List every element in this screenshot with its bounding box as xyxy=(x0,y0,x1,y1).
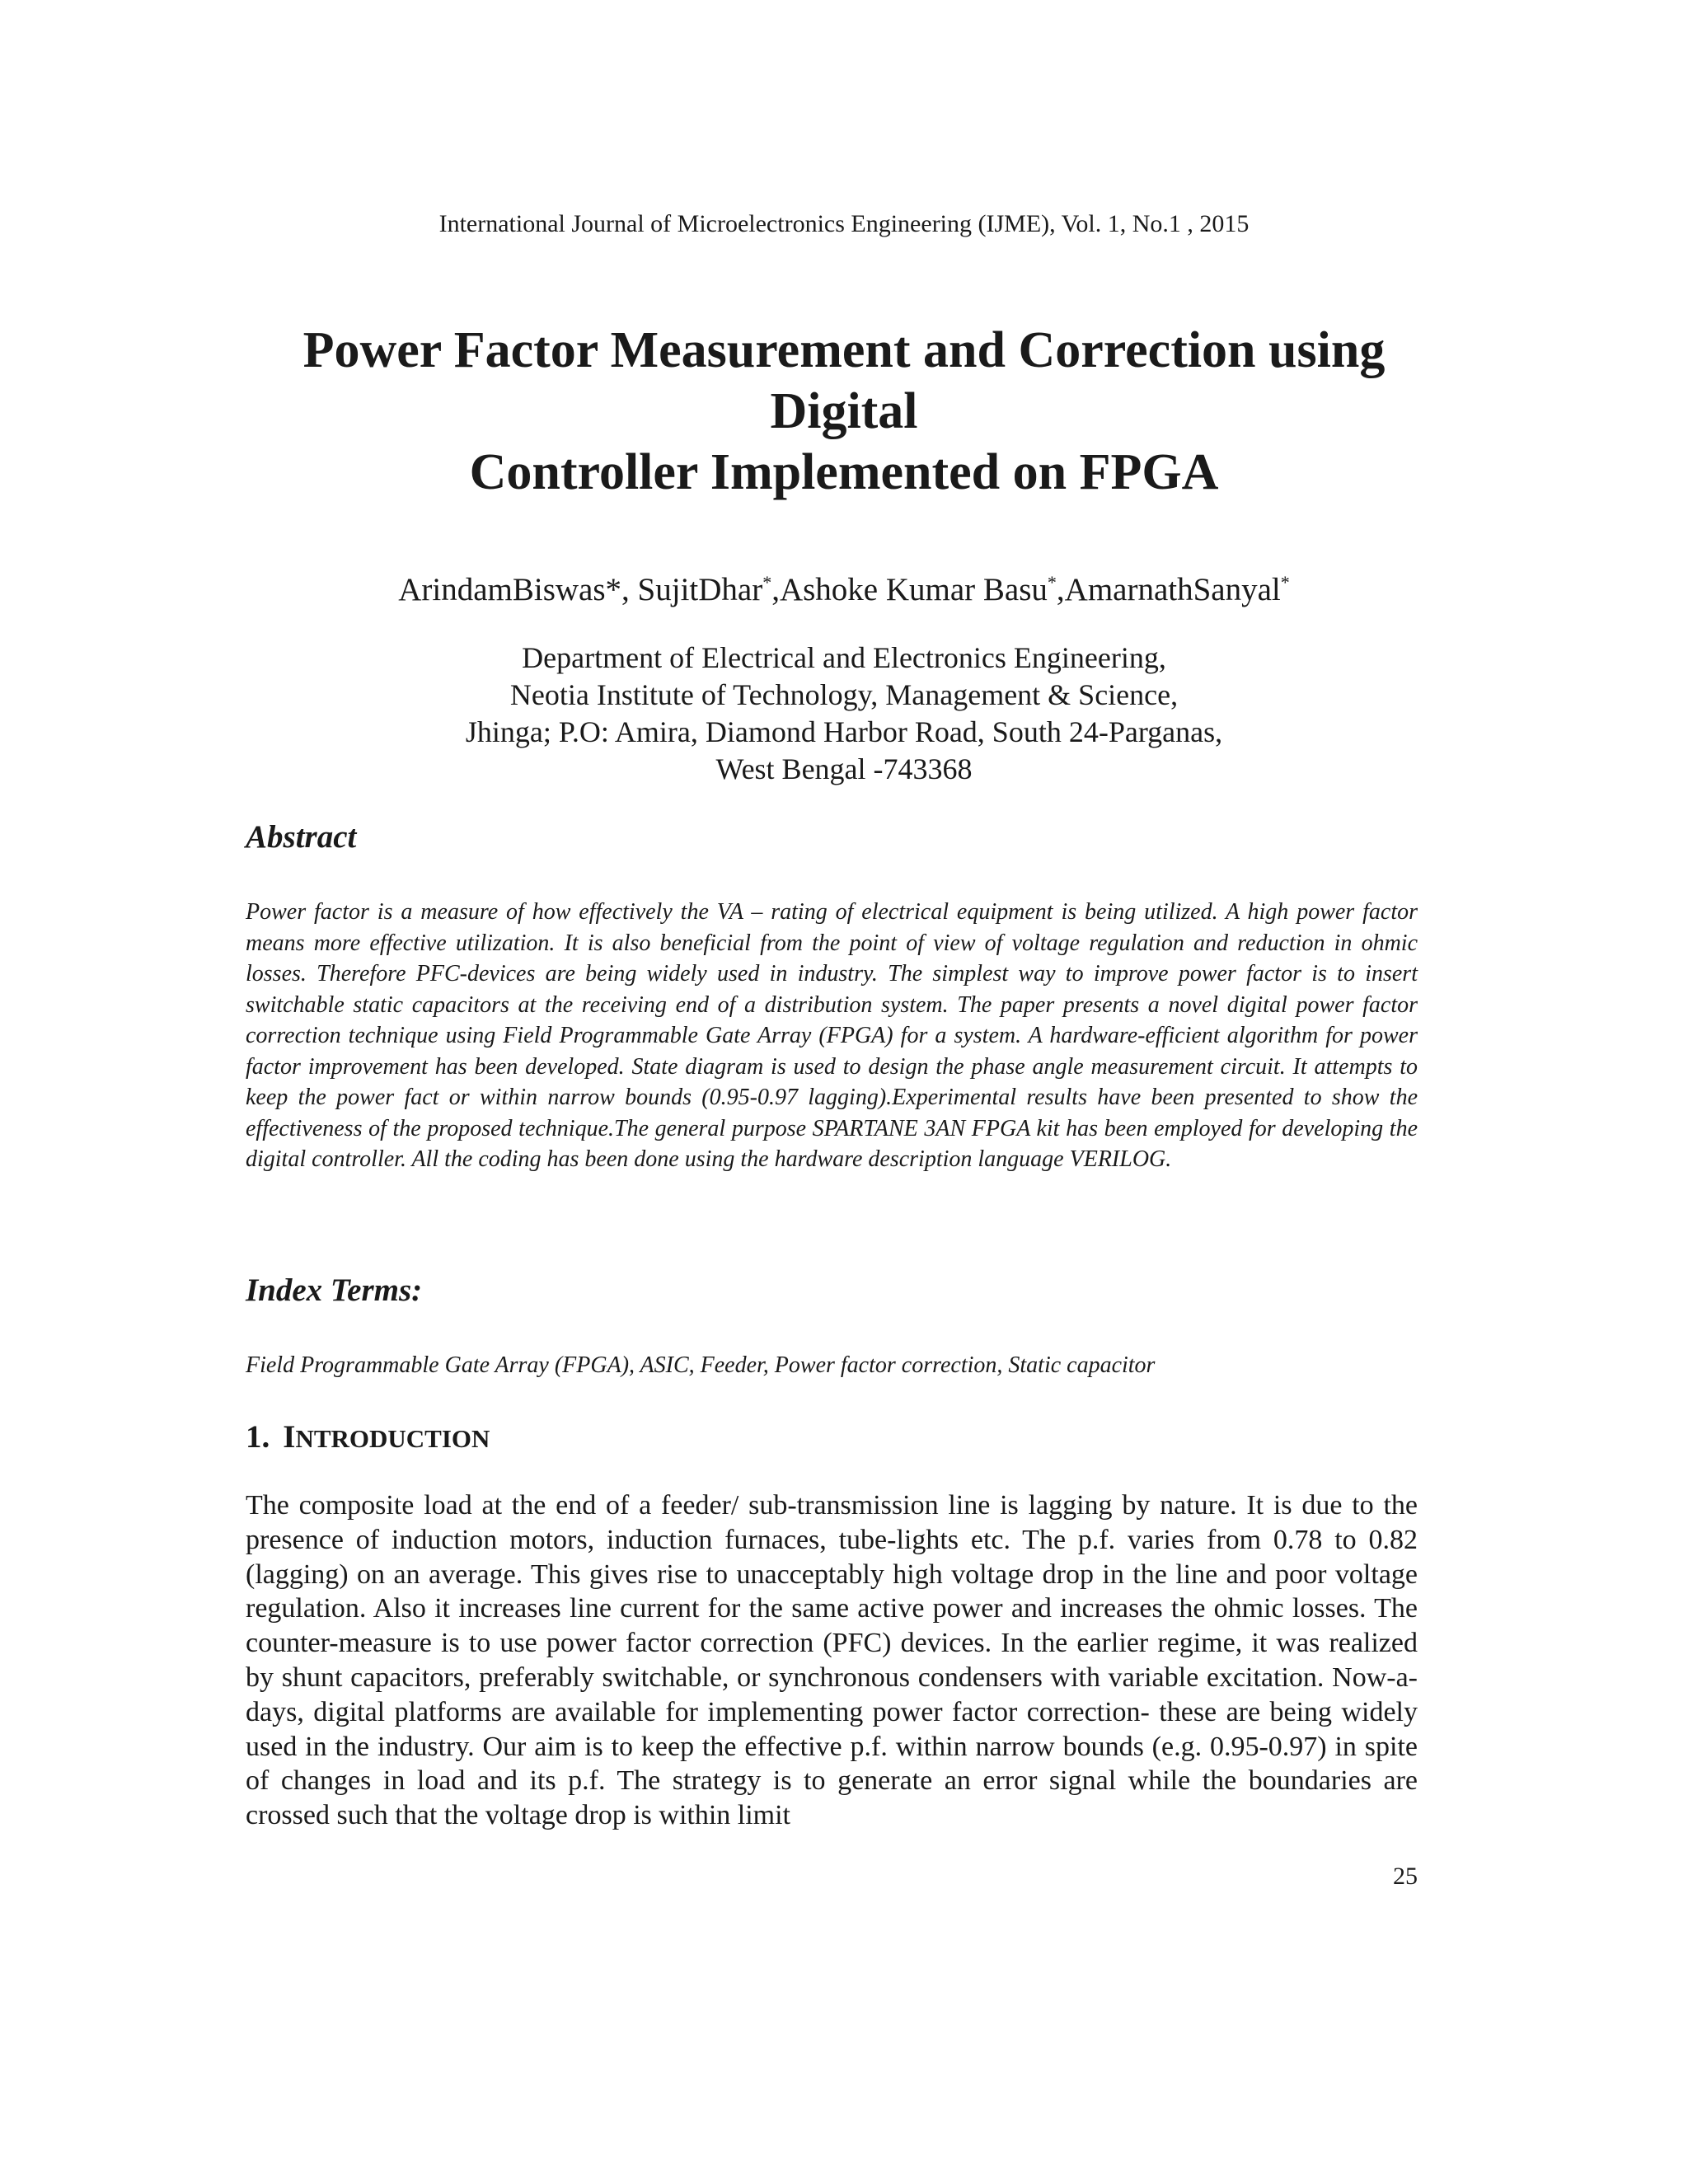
introduction-heading xyxy=(246,1418,490,1459)
author-text-3: ,AmarnathSanyal xyxy=(1056,572,1281,607)
author-marker-3: * xyxy=(1280,572,1290,593)
affiliation-line-2: Neotia Institute of Technology, Management & Science, xyxy=(509,678,1179,711)
author-marker-1: * xyxy=(762,572,772,593)
affiliation xyxy=(0,640,1688,788)
paper-title-line-2: Digital xyxy=(770,383,918,439)
journal-header: International Journal of Microelectronics Engineering (IJME), Vol. 1, No.1 , 2015 xyxy=(438,210,1250,237)
index-terms-heading: Index Terms: xyxy=(246,1272,423,1308)
affiliation-line-1: Department of Electrical and Electronics Engineering, xyxy=(522,641,1166,674)
introduction-text: The composite load at the end of a feeder/ sub-transmission line is lagging by nature. It is due to the presence of induction motors, induction furnaces, tube-lights etc. The p.f. varies from 0.78 to 0.82 (lagging) on an average. This gives rise to unacceptably high voltage drop in the line and poor voltage regulation. Also it increases line current for the same active power and increases the ohmic losses. The counter-measure is to use power factor correction (PFC) devices. In the earlier regime, it was realized by shunt capacitors, preferably switchable, or synchronous condensers with variable excitation. Now-a-days, digital platforms are available for implementing power factor correction- these are being widely used in the industry. Our aim is to keep the effective p.f. within narrow bounds (e.g. 0.95-0.97) in spite of changes in load and its p.f. The strategy is to generate an error signal while the boundaries are crossed such that the voltage drop is within limit xyxy=(246,1490,1418,1831)
paper-title xyxy=(214,320,1474,503)
paper-title-line-3: Controller Implemented on FPGA xyxy=(469,444,1219,500)
abstract-heading: Abstract xyxy=(246,819,357,855)
section-heading-rest: NTRODUCTION xyxy=(295,1424,490,1453)
affiliation-line-3: Jhinga; P.O: Amira, Diamond Harbor Road, South 24-Parganas, xyxy=(465,715,1223,748)
author-text-2: ,Ashoke Kumar Basu xyxy=(771,572,1048,607)
author-text-1: ArindamBiswas*, SujitDhar xyxy=(398,572,763,607)
affiliation-line-4: West Bengal -743368 xyxy=(715,752,973,785)
index-terms-text: Field Programmable Gate Array (FPGA), ASIC, Feeder, Power factor correction, Static capacitor xyxy=(246,1352,1156,1378)
section-heading-initial: I xyxy=(283,1419,296,1455)
abstract-text: Power factor is a measure of how effectively the VA – rating of electrical equipment is being utilized. A high power factor means more effective utilization. It is also beneficial from the point of view of voltage regulation and reduction in ohmic losses. Therefore PFC-devices are being widely used in industry. The simplest way to improve power factor is to insert switchable static capacitors at the receiving end of a distribution system. The paper presents a novel digital power factor correction technique using Field Programmable Gate Array (FPGA) for a system. A hardware-efficient algorithm for power factor improvement has been developed. State diagram is used to design the phase angle measurement circuit. It attempts to keep the power fact or within narrow bounds (0.95-0.97 lagging).Experimental results have been presented to show the effectiveness of the proposed technique.The general purpose SPARTANE 3AN FPGA kit has been employed for developing the digital controller. All the coding has been done using the hardware description language VERILOG. xyxy=(246,899,1418,1172)
paper-title-line-1: Power Factor Measurement and Correction using xyxy=(302,322,1386,378)
page-number: 25 xyxy=(1393,1863,1418,1890)
author-marker-2: * xyxy=(1047,572,1057,593)
section-number: 1. xyxy=(246,1419,270,1455)
author-list xyxy=(0,562,1688,611)
